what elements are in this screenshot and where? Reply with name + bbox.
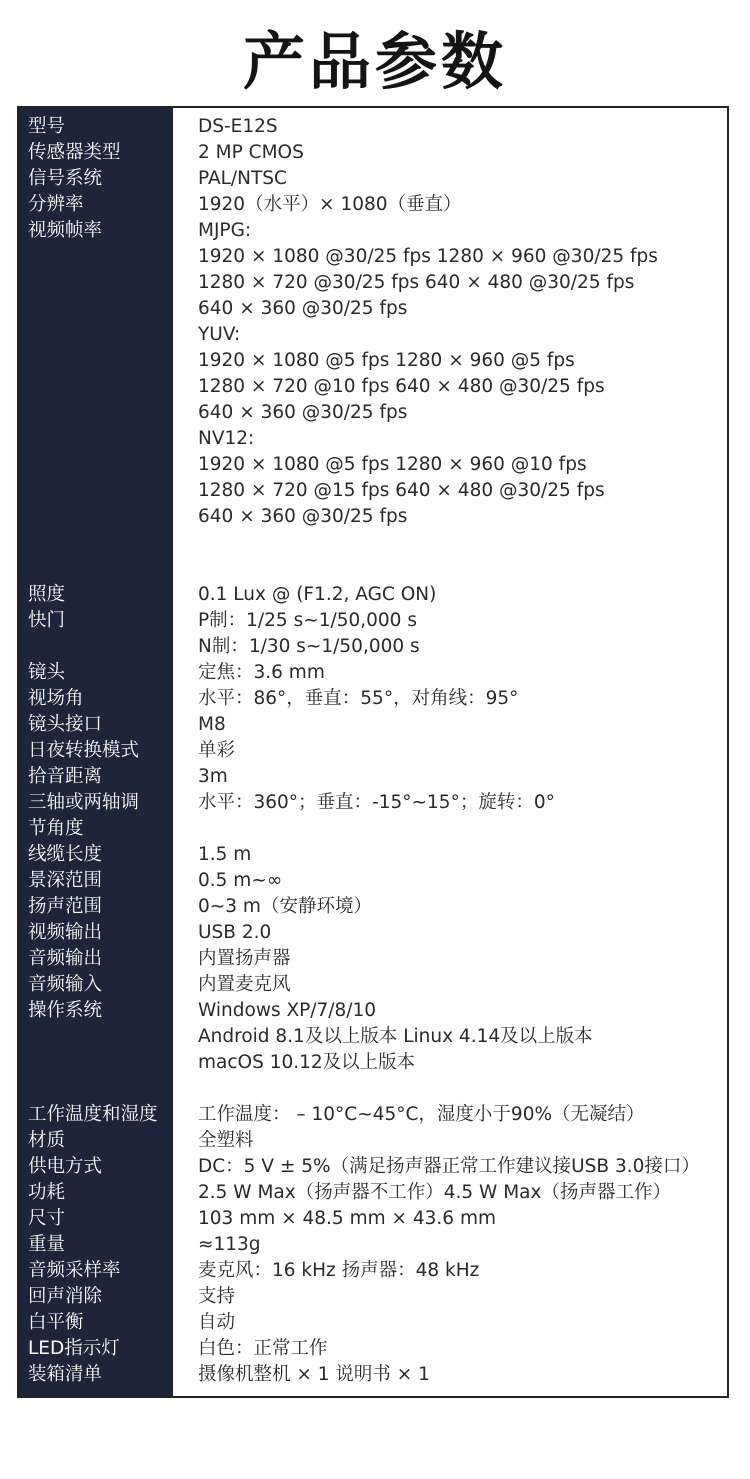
- spec-label: 工作温度和湿度: [28, 1104, 158, 1125]
- spec-value: 麦克风：16 kHz 扬声器：48 kHz: [198, 1260, 480, 1281]
- spec-label: 材质: [28, 1130, 66, 1151]
- spec-value: 全塑料: [198, 1130, 254, 1151]
- spec-value: 640 × 360 @30/25 fps: [198, 402, 408, 423]
- spec-label: [28, 530, 171, 556]
- spec-value: 2.5 W Max（扬声器不工作）4.5 W Max（扬声器工作）: [198, 1182, 671, 1203]
- spec-label: 节角度: [28, 818, 84, 839]
- spec-label: 分辨率: [28, 194, 84, 215]
- spec-label: 三轴或两轴调: [28, 792, 140, 813]
- page-title: 产品参数: [242, 25, 507, 98]
- spec-label: 装箱清单: [28, 1364, 103, 1385]
- spec-value: 水平：360°；垂直：-15°~15°；旋转：0°: [198, 792, 555, 813]
- spec-label: [28, 374, 171, 400]
- spec-value: 自动: [198, 1312, 236, 1333]
- spec-label: [28, 452, 171, 478]
- spec-value: 1920 × 1080 @5 fps 1280 × 960 @5 fps: [198, 350, 575, 371]
- spec-label: 回声消除: [28, 1286, 103, 1307]
- spec-value: P制：1/25 s~1/50,000 s: [198, 610, 417, 631]
- spec-value: M8: [198, 714, 226, 735]
- spec-value: YUV:: [198, 324, 241, 345]
- spec-value: 内置麦克风: [198, 974, 291, 995]
- spec-value: [198, 530, 727, 556]
- spec-label: [28, 1024, 171, 1050]
- spec-value: 工作温度： – 10°C~45°C，湿度小于90%（无凝结）: [198, 1104, 645, 1125]
- spec-value: 1920 × 1080 @5 fps 1280 × 960 @10 fps: [198, 454, 587, 475]
- spec-value: 3m: [198, 766, 228, 787]
- spec-value: 单彩: [198, 740, 236, 761]
- spec-label: 重量: [28, 1234, 66, 1255]
- spec-label: [28, 478, 171, 504]
- spec-values-column: [171, 108, 727, 1396]
- spec-label: 镜头: [28, 662, 66, 683]
- spec-value: PAL/NTSC: [198, 168, 287, 189]
- spec-value: macOS 10.12及以上版本: [198, 1052, 416, 1073]
- spec-label: 视频输出: [28, 922, 103, 943]
- spec-label: [28, 348, 171, 374]
- spec-value: 640 × 360 @30/25 fps: [198, 506, 408, 527]
- spec-value: DC：5 V ± 5%（满足扬声器正常工作建议接USB 3.0接口）: [198, 1156, 700, 1177]
- spec-value: [198, 556, 727, 582]
- spec-value: 支持: [198, 1286, 236, 1307]
- spec-label: [28, 504, 171, 530]
- spec-label: 供电方式: [28, 1156, 103, 1177]
- spec-value: 内置扬声器: [198, 948, 291, 969]
- spec-label: [28, 1050, 171, 1076]
- spec-label: 白平衡: [28, 1312, 84, 1333]
- spec-label: 传感器类型: [28, 142, 121, 163]
- spec-label: 照度: [28, 584, 66, 605]
- spec-value: [198, 816, 727, 842]
- spec-value: 1280 × 720 @15 fps 640 × 480 @30/25 fps: [198, 480, 605, 501]
- spec-label: 快门: [28, 610, 66, 631]
- spec-label: [28, 400, 171, 426]
- spec-table: [17, 106, 729, 1398]
- spec-value: NV12:: [198, 428, 255, 449]
- spec-label: 视场角: [28, 688, 84, 709]
- spec-label: 音频输出: [28, 948, 103, 969]
- spec-value: DS-E12S: [198, 116, 278, 137]
- spec-label: 音频采样率: [28, 1260, 121, 1281]
- spec-value: Windows XP/7/8/10: [198, 1000, 377, 1021]
- spec-value: 1280 × 720 @30/25 fps 640 × 480 @30/25 fps: [198, 272, 635, 293]
- spec-value: [198, 1076, 727, 1102]
- spec-label: [28, 634, 171, 660]
- spec-label: 拾音距离: [28, 766, 103, 787]
- spec-value: 1280 × 720 @10 fps 640 × 480 @30/25 fps: [198, 376, 605, 397]
- spec-value: 0~3 m（安静环境）: [198, 896, 372, 917]
- spec-label: [28, 556, 171, 582]
- spec-label: [28, 270, 171, 296]
- spec-label: 扬声范围: [28, 896, 103, 917]
- spec-label: 尺寸: [28, 1208, 66, 1229]
- spec-label: 视频帧率: [28, 220, 103, 241]
- spec-value: 103 mm × 48.5 mm × 43.6 mm: [198, 1208, 496, 1229]
- spec-label: 线缆长度: [28, 844, 103, 865]
- spec-label: [28, 426, 171, 452]
- spec-label: 型号: [28, 116, 66, 137]
- spec-value: Android 8.1及以上版本 Linux 4.14及以上版本: [198, 1026, 593, 1047]
- spec-label: [28, 296, 171, 322]
- spec-value: N制：1/30 s~1/50,000 s: [198, 636, 420, 657]
- spec-label: [28, 244, 171, 270]
- spec-label: 音频输入: [28, 974, 103, 995]
- spec-label: 信号系统: [28, 168, 103, 189]
- spec-label: LED指示灯: [28, 1338, 120, 1359]
- spec-label: [28, 1076, 171, 1102]
- spec-label: 操作系统: [28, 1000, 103, 1021]
- spec-value: MJPG:: [198, 220, 252, 241]
- spec-label: 日夜转换模式: [28, 740, 140, 761]
- spec-label: 景深范围: [28, 870, 103, 891]
- spec-value: 640 × 360 @30/25 fps: [198, 298, 408, 319]
- spec-value: 白色：正常工作: [198, 1338, 328, 1359]
- spec-value: 1920 × 1080 @30/25 fps 1280 × 960 @30/25 fps: [198, 246, 658, 267]
- spec-label: 镜头接口: [28, 714, 103, 735]
- spec-value: 定焦：3.6 mm: [198, 662, 325, 683]
- spec-value: USB 2.0: [198, 922, 272, 943]
- spec-value: 摄像机整机 × 1 说明书 × 1: [198, 1364, 430, 1385]
- spec-labels-column: [19, 108, 171, 1396]
- spec-value: 水平：86°，垂直：55°，对角线：95°: [198, 688, 519, 709]
- spec-value: 2 MP CMOS: [198, 142, 304, 163]
- spec-value: 1920（水平）× 1080（垂直）: [198, 194, 462, 215]
- spec-value: 1.5 m: [198, 844, 252, 865]
- spec-value: 0.5 m~∞: [198, 870, 283, 891]
- spec-value: 0.1 Lux @ (F1.2, AGC ON): [198, 584, 437, 605]
- spec-label: 功耗: [28, 1182, 66, 1203]
- spec-label: [28, 322, 171, 348]
- spec-value: ≈113g: [198, 1234, 261, 1255]
